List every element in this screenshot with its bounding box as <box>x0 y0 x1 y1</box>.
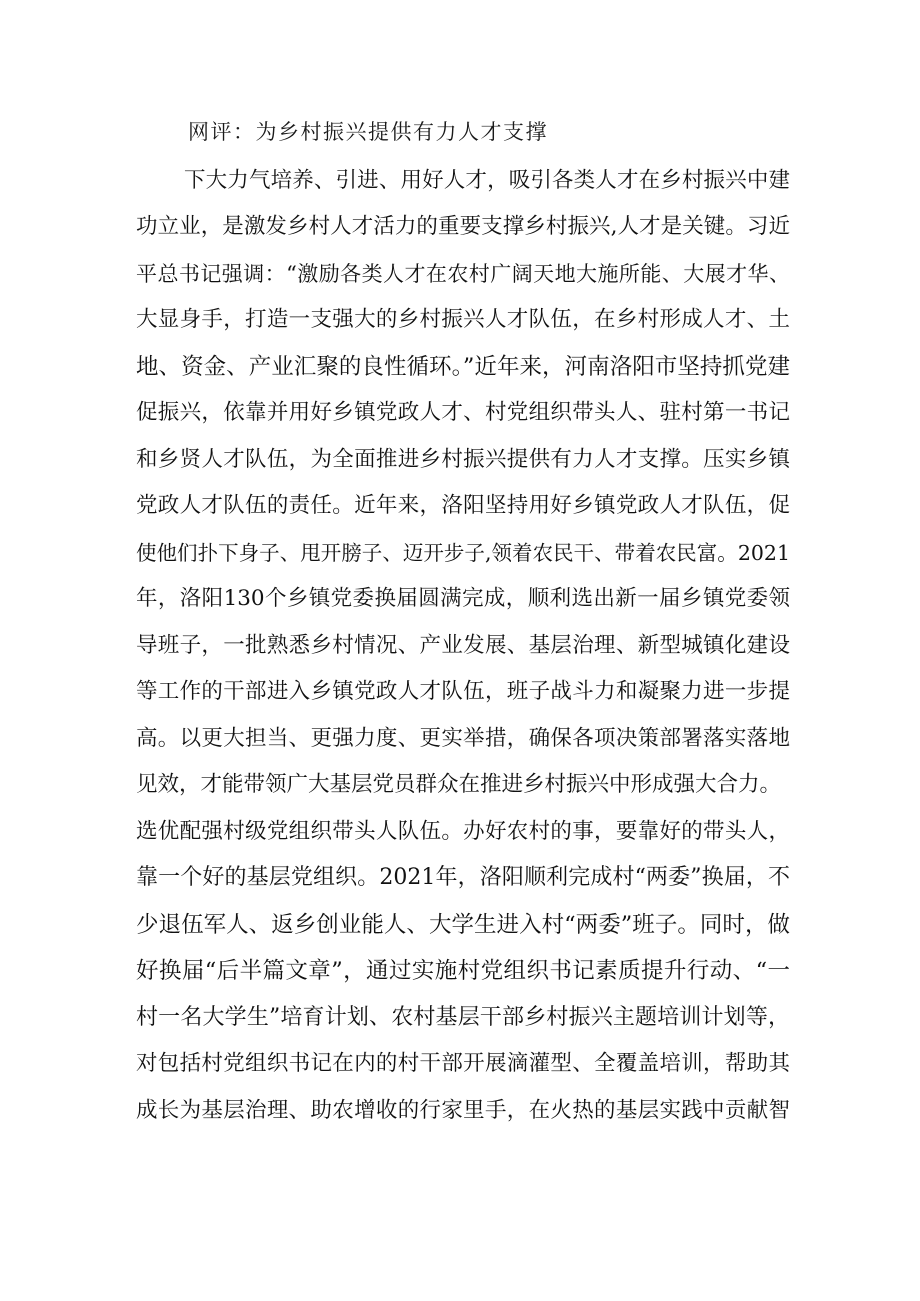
article-title: 网评：为乡村振兴提供有力人才支撑 <box>188 120 548 144</box>
text-line: 下大力气培养、引进、用好人才，吸引各类人才在乡村振兴中建 <box>184 168 790 193</box>
text-line: 功立业，是激发乡村人才活力的重要支撑乡村振兴,人才是关键。习近 <box>136 214 790 239</box>
text-line: 高。以更大担当、更强力度、更实举措，确保各项决策部署落实落地 <box>136 726 790 751</box>
text-line: 大显身手，打造一支强大的乡村振兴人才队伍，在乡村形成人才、土 <box>136 307 790 332</box>
text-line: 平总书记强调：“激励各类人才在农村广阔天地大施所能、大展才华、 <box>136 262 790 286</box>
text-line: 使他们扑下身子、甩开膀子、迈开步子,领着农民干、带着农民富。2021 <box>136 541 790 565</box>
text-line: 对包括村党组织书记在内的村干部开展滴灌型、全覆盖培训，帮助其 <box>136 1051 790 1076</box>
text-line: 好换届“后半篇文章”，通过实施村党组织书记素质提升行动、“一 <box>136 958 790 984</box>
text-line: 村一名大学生”培育计划、农村基层干部乡村振兴主题培训计划等， <box>136 1005 790 1030</box>
text-line: 靠一个好的基层党组织。2021年，洛阳顺利完成村“两委”换届，不 <box>136 865 790 890</box>
text-line: 少退伍军人、返乡创业能人、大学生进入村“两委”班子。同时，做 <box>136 912 790 938</box>
text-line: 见效，才能带领广大基层党员群众在推进乡村振兴中形成强大合力。 <box>136 772 782 797</box>
text-line: 党政人才队伍的责任。近年来，洛阳坚持用好乡镇党政人才队伍，促 <box>136 493 790 518</box>
text-line: 地、资金、产业汇聚的良性循环。”近年来，河南洛阳市坚持抓党建 <box>136 354 790 380</box>
text-line: 成长为基层治理、助农增收的行家里手，在火热的基层实践中贡献智 <box>136 1098 790 1123</box>
text-line: 导班子，一批熟悉乡村情况、产业发展、基层治理、新型城镇化建设 <box>136 633 790 658</box>
text-line: 促振兴，依靠并用好乡镇党政人才、村党组织带头人、驻村第一书记 <box>136 400 790 425</box>
text-line: 选优配强村级党组织带头人队伍。办好农村的事，要靠好的带头人， <box>136 819 790 844</box>
text-line: 年，洛阳130个乡镇党委换届圆满完成，顺利选出新一届乡镇党委领 <box>136 586 790 611</box>
text-line: 等工作的干部进入乡镇党政人才队伍，班子战斗力和凝聚力进一步提 <box>136 679 790 704</box>
text-line: 和乡贤人才队伍，为全面推进乡村振兴提供有力人才支撑。压实乡镇 <box>136 447 790 472</box>
